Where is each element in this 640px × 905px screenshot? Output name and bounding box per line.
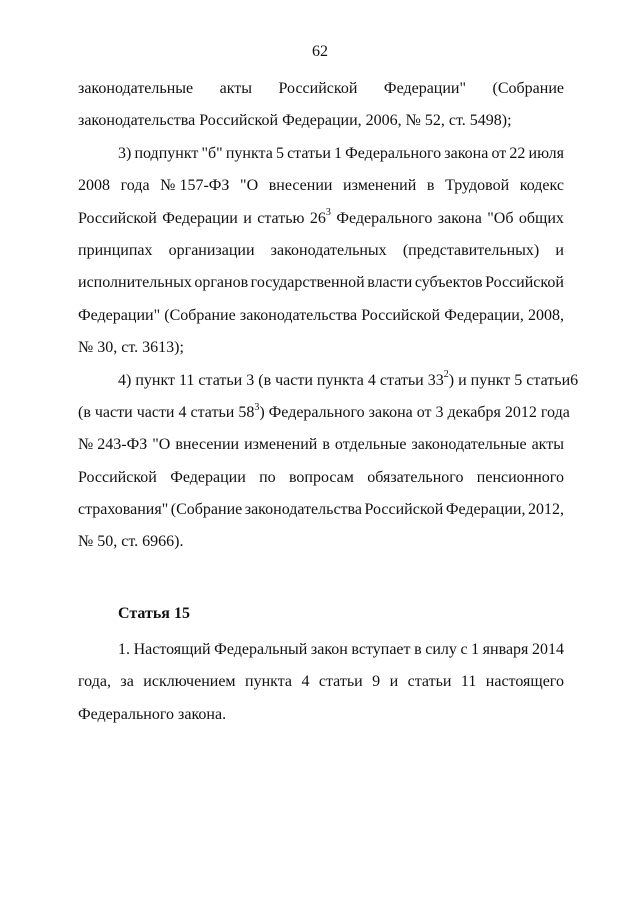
word: 11 [460,673,477,691]
word: вопросам [288,468,354,486]
word: исключением [143,673,236,691]
article-body [78,639,564,736]
word: государственной [250,274,365,292]
word: 2008 [78,177,110,195]
superscript: 3 [254,401,260,413]
paragraph-line [78,639,564,671]
word: (Собрание [170,501,243,519]
word: и [243,209,252,227]
word: 1 [471,641,480,658]
word: Федерации, [445,501,526,519]
word: и [389,673,399,691]
paragraph-line [78,175,564,207]
word: "Об [487,209,514,227]
word: $26^3$ [309,207,331,227]
word: статьи [407,673,452,691]
superscript: 2 [443,369,449,381]
word: изменений [244,436,318,454]
word: законодательные [411,436,527,454]
word: внесении [175,436,240,454]
paragraph-line-with-superscript: (в части части 4 статьи $58^3$) Федерального закона от 3 декабря 2012 года [78,401,570,421]
word: акты [531,436,564,454]
word: января [482,641,529,658]
paragraph-line [78,143,564,175]
word: Российской [364,501,444,519]
word: "О [240,177,259,195]
word: "О [152,436,171,454]
word: Федеральный [214,641,308,658]
word: обязательного [367,468,464,486]
word: пункта [245,673,292,691]
word: исполнительных [78,274,192,292]
word: вступает [351,641,411,658]
word: в [322,436,330,454]
word: Российской [485,274,564,292]
paragraph-line: № 50, ст. 6966). [78,533,184,551]
word: законодательных [270,241,387,259]
word: Российской [78,468,157,486]
word: кодекс [519,177,564,195]
paragraph-line [78,434,564,466]
word: настоящего [485,673,564,691]
word: пункта [225,144,273,162]
word: года [120,177,150,195]
page-number: 62 [312,43,328,60]
word: принципах [78,241,153,259]
word: в [414,641,422,658]
word: года, [78,673,111,691]
word: 2014 [531,641,564,658]
line-text: 6 [570,371,579,389]
word: статьи [287,144,331,162]
word: 4 [301,673,310,691]
word: субъектов [414,274,483,292]
word: пенсионного [476,468,564,486]
word: Настоящий [133,641,211,658]
word: Российской [78,209,157,227]
word: внесении [268,177,333,195]
paragraph-line: законодательства Российской Федерации, 2006, № 52, ст. 5498); [78,112,512,130]
word: Федерального [336,209,433,227]
word: закона [444,144,489,162]
paragraph-line-with-superscript [78,369,579,402]
word: 2012, [527,501,564,519]
word: Федерации" [383,80,467,97]
word: органов [194,274,249,292]
word: страхования" [78,501,169,519]
word: законодательства [239,306,358,324]
word: акты [219,80,253,97]
word: 2008, [528,306,564,324]
word: и [555,241,564,259]
paragraph-line [78,78,564,110]
article-heading: Статья 15 [118,605,190,622]
paragraph-line [78,671,564,703]
word: от [491,144,507,162]
word: статьи [318,673,363,691]
paragraph-line [78,305,564,337]
paragraph-line [78,272,564,304]
word: силу [425,641,457,658]
word: законодательства [244,501,362,519]
paragraph-line: № 30, ст. 3613); [78,339,184,357]
word: статью [257,209,305,227]
word: законодательные [78,80,194,97]
word: Федерального [345,144,442,162]
word: общих [518,209,564,227]
paragraph-line [78,240,564,272]
word: отдельные [334,436,407,454]
word: Федерации" [78,306,161,324]
word: Федерации, [444,306,524,324]
word: в [426,177,435,195]
word: власти [367,274,413,292]
word: (Собрание [164,306,236,324]
paragraph-line [78,499,564,531]
word: организации [168,241,255,259]
word: 22 [509,144,526,162]
word: Российской [361,306,441,324]
word: Трудовой [445,177,510,195]
word: № 243-ФЗ [78,436,148,454]
line-text: 4) пункт 11 статьи 3 (в части пункта 4 статьи $33^2$) и пункт 5 статьи [118,369,571,389]
word: Федерации [162,209,238,227]
word: (Собрание [492,80,564,97]
word: 1 [334,144,343,162]
word: закон [310,641,348,658]
word: изменений [343,177,417,195]
paragraph-line-with-superscript [78,208,564,240]
paragraph-line [78,467,564,499]
word: (представительных) [402,241,540,259]
word: подпункт [134,144,199,162]
word: Федерации [170,468,246,486]
word: 1. [118,641,130,658]
word: с [460,641,468,658]
word: 5 [275,144,284,162]
word: июля [528,144,564,162]
word: закона [437,209,482,227]
word: 3) [118,144,132,162]
word: "б" [201,144,223,162]
paragraph-line: Федерального закона. [78,705,227,723]
word: по [259,468,276,486]
superscript: 3 [325,207,331,219]
word: за [120,673,134,691]
word: № 157-ФЗ [160,177,230,195]
word: 9 [372,673,381,691]
word: Российской [278,80,358,97]
document-body [78,78,579,564]
